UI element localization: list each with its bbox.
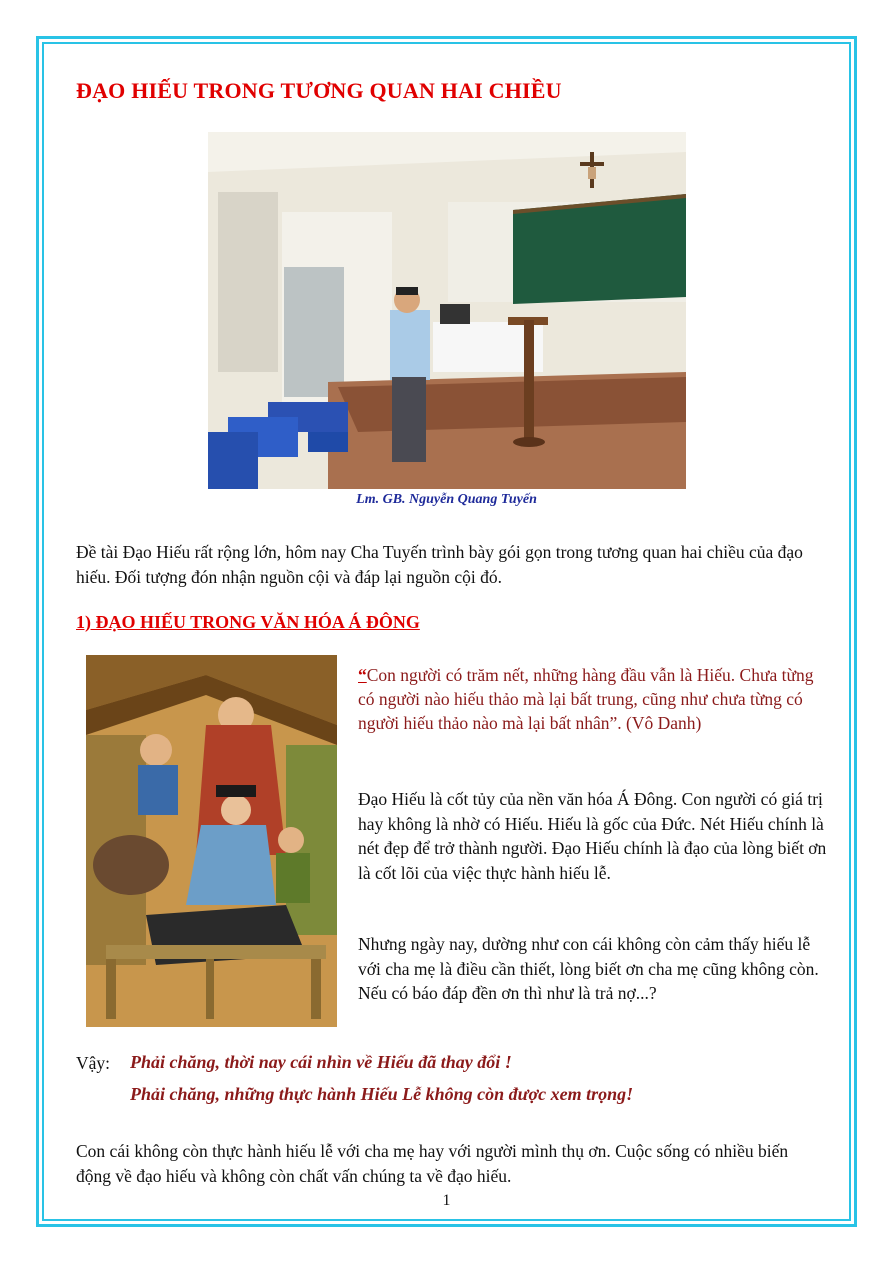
- closing-paragraph: Con cái không còn thực hành hiếu lễ với cha mẹ hay với người mình thụ ơn. Cuộc sống có nhiều biến động về đạo hiếu và không còn chất vấn chúng ta về đạo hiếu.: [76, 1141, 789, 1186]
- paragraph-2: Nhưng ngày nay, dường như con cái không còn cảm thấy hiếu lễ với cha mẹ là điều cần thiết, lòng biết ơn cha mẹ cũng không còn. Nếu có báo đáp đền ơn thì như là trả nợ...?: [358, 934, 819, 1003]
- quote-block: [358, 663, 828, 735]
- emphasis-line-1: Phải chăng, thời nay cái nhìn về Hiếu đã thay đổi !: [130, 1052, 512, 1072]
- vay-label: Vậy:: [76, 1053, 111, 1073]
- page-number: 1: [442, 1192, 451, 1209]
- quote-open-mark: “: [358, 665, 367, 685]
- section-heading: 1) ĐẠO HIẾU TRONG VĂN HÓA Á ĐÔNG: [76, 612, 420, 632]
- quote-text: Con người có trăm nết, những hàng đầu vẫn là Hiếu. Chưa từng có người nào hiếu thảo mà lại bất trung, cũng như chưa từng có người hiếu thảo nào mà lại bất nhân”. (Vô Danh): [358, 665, 814, 733]
- classroom-speaker-photo: [208, 132, 686, 489]
- emphasis-line-2: Phải chăng, những thực hành Hiếu Lễ không còn được xem trọng!: [130, 1084, 634, 1104]
- paragraph-1: Đạo Hiếu là cốt tủy của nền văn hóa Á Đông. Con người có giá trị hay không là nhờ có Hiếu. Hiếu là gốc của Đức. Nét Hiếu chính là nét đẹp để trở thành người. Đạo Hiếu chính là đạo của lòng biết ơn là cốt lõi của việc thực hành hiếu lễ.: [358, 789, 827, 883]
- photo-caption: Lm. GB. Nguyễn Quang Tuyến: [356, 492, 537, 507]
- intro-paragraph: Đề tài Đạo Hiếu rất rộng lớn, hôm nay Cha Tuyến trình bày gói gọn trong tương quan hai chiều của đạo hiếu. Đối tượng đón nhận nguồn cội và đáp lại nguồn cội đó.: [76, 542, 803, 587]
- document-title: ĐẠO HIẾU TRONG TƯƠNG QUAN HAI CHIỀU: [76, 78, 562, 103]
- family-painting: [86, 655, 337, 1027]
